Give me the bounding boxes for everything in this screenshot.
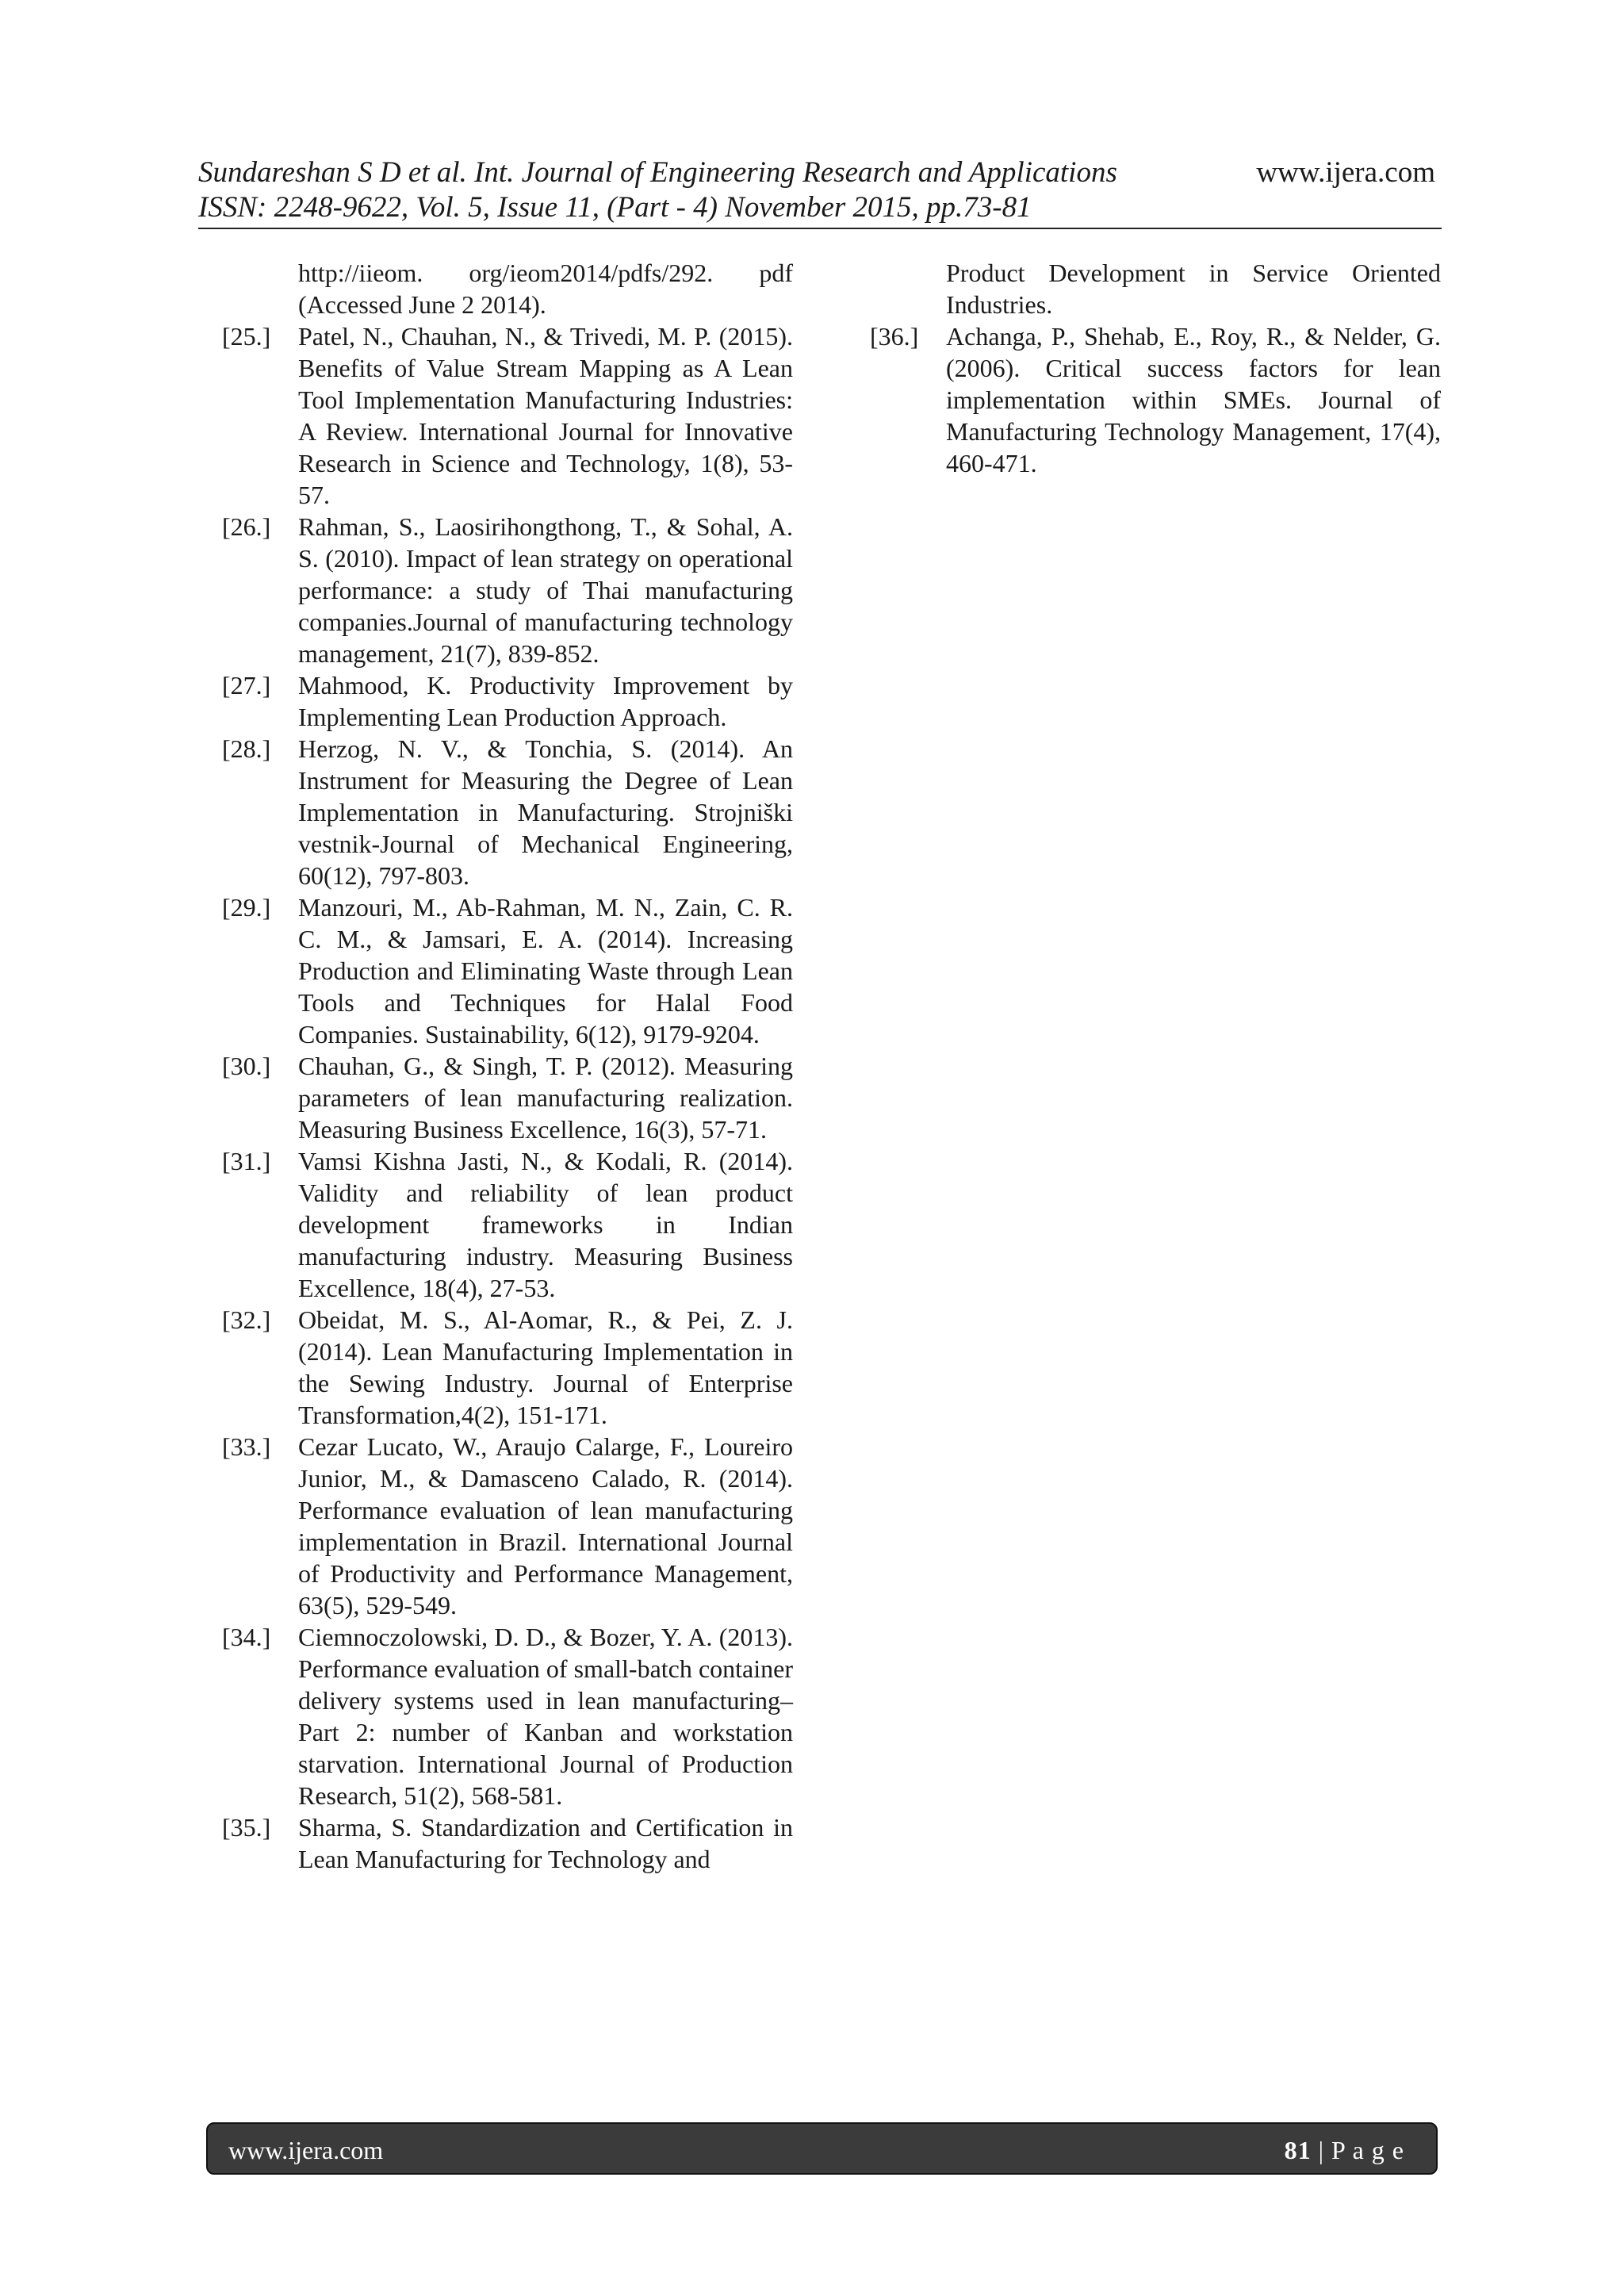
references-left-column: [222, 257, 793, 1875]
reference-list-right: [870, 320, 1441, 479]
reference-item: [222, 1621, 793, 1811]
reference-text: Vamsi Kishna Jasti, N., & Kodali, R. (2014). Validity and reliability of lean product development frameworks in Indian manufacturing industry. Measuring Business Excellence, 18(4), 27-53.: [298, 1147, 793, 1302]
running-header: [198, 155, 1442, 225]
reference-text: Chauhan, G., & Singh, T. P. (2012). Measuring parameters of lean manufacturing realization. Measuring Business Excellence, 16(3), 57-71.: [298, 1052, 793, 1144]
footer-website-link[interactable]: www.ijera.com: [228, 2136, 384, 2164]
reference-number: [29.]: [222, 893, 271, 922]
reference-item: [222, 1145, 793, 1304]
reference-item: [222, 669, 793, 733]
reference-item: [870, 320, 1441, 479]
reference-item: [222, 1050, 793, 1145]
reference-text: Patel, N., Chauhan, N., & Trivedi, M. P. (2015). Benefits of Value Stream Mapping as A Lean Tool Implementation Manufacturing Industries: A Review. International Journal for Innovative Research in Science and Technology, 1(8), 53-57.: [298, 322, 793, 509]
header-divider: [198, 228, 1442, 229]
reference-continuation: Product Development in Service Oriented Industries.: [946, 259, 1441, 319]
reference-text: Manzouri, M., Ab-Rahman, M. N., Zain, C. R. C. M., & Jamsari, E. A. (2014). Increasing Production and Eliminating Waste through Lean Tools and Techniques for Halal Food Companies. Sustainability, 6(12), 9179-9204.: [298, 893, 793, 1048]
reference-text: Ciemnoczolowski, D. D., & Bozer, Y. A. (2013). Performance evaluation of small-batch container delivery systems used in lean manufacturing–Part 2: number of Kanban and workstation starvation. International Journal of Production Research, 51(2), 568-581.: [298, 1623, 793, 1810]
reference-number: [27.]: [222, 671, 271, 700]
header-citation-line: Sundareshan S D et al. Int. Journal of Engineering Research and Applications: [198, 156, 1117, 189]
reference-text: Rahman, S., Laosirihongthong, T., & Sohal, A. S. (2010). Impact of lean strategy on operational performance: a study of Thai manufacturing companies.Journal of manufacturing technology management, 21(7), 839-852.: [298, 512, 793, 668]
page-number: [1285, 2134, 1404, 2166]
reference-item: [222, 1811, 793, 1875]
reference-number: [30.]: [222, 1052, 271, 1080]
reference-item: [222, 511, 793, 669]
reference-number: [28.]: [222, 734, 271, 763]
reference-continuation: http://iieom. org/ieom2014/pdfs/292. pdf (Accessed June 2 2014).: [298, 259, 793, 319]
reference-number: [26.]: [222, 512, 271, 541]
reference-text: Herzog, N. V., & Tonchia, S. (2014). An Instrument for Measuring the Degree of Lean Implementation in Manufacturing. Strojniški vestnik-Journal of Mechanical Engineering, 60(12), 797-803.: [298, 734, 793, 890]
reference-item: [222, 1304, 793, 1431]
reference-number: [36.]: [870, 322, 919, 351]
header-issn-line: ISSN: 2248-9622, Vol. 5, Issue 11, (Part - 4) November 2015, pp.73-81: [198, 191, 1032, 224]
page-footer: [206, 2122, 1438, 2175]
reference-number: [34.]: [222, 1623, 271, 1651]
reference-number: [32.]: [222, 1305, 271, 1334]
references-right-column: [870, 257, 1441, 479]
reference-number: [35.]: [222, 1813, 271, 1842]
reference-item: [222, 1431, 793, 1621]
reference-list-left: [222, 320, 793, 1875]
reference-text: Achanga, P., Shehab, E., Roy, R., & Nelder, G. (2006). Critical success factors for lean implementation within SMEs. Journal of Manufacturing Technology Management, 17(4), 460-471.: [946, 322, 1441, 477]
page-label: | P a g e: [1311, 2136, 1404, 2164]
reference-item: [222, 320, 793, 511]
header-website-link[interactable]: www.ijera.com: [1256, 156, 1435, 189]
reference-number: [31.]: [222, 1147, 271, 1175]
page-number-value: 81: [1284, 2136, 1312, 2164]
reference-item: [222, 733, 793, 891]
reference-number: [25.]: [222, 322, 271, 351]
reference-text: Cezar Lucato, W., Araujo Calarge, F., Loureiro Junior, M., & Damasceno Calado, R. (2014). Performance evaluation of lean manufacturing implementation in Brazil. International Journal of Productivity and Performance Management, 63(5), 529-549.: [298, 1432, 793, 1619]
reference-item: [222, 891, 793, 1050]
reference-text: Sharma, S. Standardization and Certification in Lean Manufacturing for Technology and: [298, 1813, 793, 1873]
reference-text: Obeidat, M. S., Al-Aomar, R., & Pei, Z. J. (2014). Lean Manufacturing Implementation in the Sewing Industry. Journal of Enterprise Transformation,4(2), 151-171.: [298, 1305, 793, 1429]
reference-text: Mahmood, K. Productivity Improvement by Implementing Lean Production Approach.: [298, 671, 793, 731]
reference-number: [33.]: [222, 1432, 271, 1461]
